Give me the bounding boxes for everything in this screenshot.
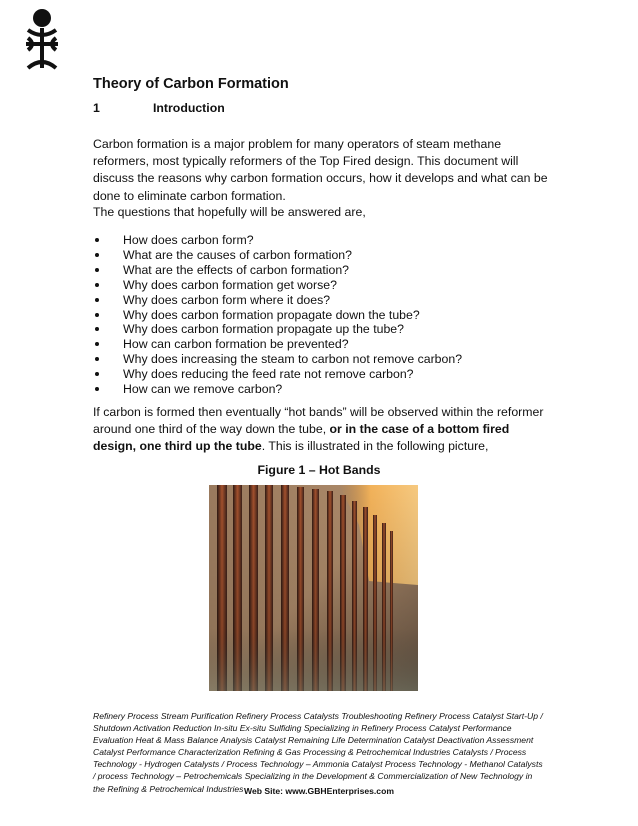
- list-item: Why does reducing the feed rate not remove carbon?: [93, 367, 553, 382]
- company-logo: [22, 8, 62, 72]
- hot-bands-text-2: . This is illustrated in the following picture,: [261, 439, 489, 454]
- hot-bands-emphasis: or in the case of a bottom fired design, one third up the tube: [93, 422, 510, 454]
- list-item: Why does increasing the steam to carbon not remove carbon?: [93, 352, 553, 367]
- website-link[interactable]: Web Site: www.GBHEnterprises.com: [244, 786, 394, 796]
- section-heading: [93, 101, 225, 115]
- list-item: How does carbon form?: [93, 233, 553, 248]
- list-item: How can we remove carbon?: [93, 382, 553, 397]
- list-item: Why does carbon form where it does?: [93, 293, 553, 308]
- list-item: Why does carbon formation propagate down the tube?: [93, 308, 553, 323]
- figure-caption: Figure 1 – Hot Bands: [257, 463, 381, 477]
- list-item: Why does carbon formation propagate up the tube?: [93, 322, 553, 337]
- section-number: 1: [93, 101, 100, 115]
- list-item: Why does carbon formation get worse?: [93, 278, 553, 293]
- list-item: What are the effects of carbon formation?: [93, 263, 553, 278]
- intro-paragraph: Carbon formation is a major problem for many operators of steam methane reformers, most typically reformers of the Top Fired design. This document will discuss the reasons why carbon formation occurs, how it develops and what can be done to eliminate carbon formation.: [93, 137, 548, 203]
- hot-bands-text-1: If carbon is formed then eventually “hot bands” will be observed within the reformer around one third of the way down the tube,: [93, 405, 544, 437]
- hot-bands-paragraph: [93, 404, 548, 456]
- footer-services-text: Refinery Process Stream Purification Refinery Process Catalysts Troubleshooting Refinery Process Catalyst Start-Up / Shutdown Activation Reduction In-situ Ex-situ Sulfiding Specializing in Refinery Process Catalyst Performance Evaluation Heat & Mass Balance Analysis Catalyst Remaining Life Determination Catalyst Deactivation Assessment Catalyst Performance Characterization Refining & Gas Processing & Petrochemical Industries Catalysts / Process Technology - Hydrogen Catalysts / Process Technology – Ammonia Catalyst Process Technology - Methanol Catalysts / process Technology – Petrochemicals Specializing in the Development & Commercialization of New Technology in the Refining & Petrochemical Industries: [93, 711, 543, 794]
- list-item: What are the causes of carbon formation?: [93, 248, 553, 263]
- list-item: How can carbon formation be prevented?: [93, 337, 553, 352]
- hot-bands-image: [209, 485, 418, 691]
- page-title: Theory of Carbon Formation: [93, 76, 289, 92]
- section-title: Introduction: [153, 101, 225, 115]
- questions-intro: The questions that hopefully will be answered are,: [93, 205, 366, 219]
- hot-bands-photo: [209, 485, 418, 691]
- questions-list: [93, 233, 553, 397]
